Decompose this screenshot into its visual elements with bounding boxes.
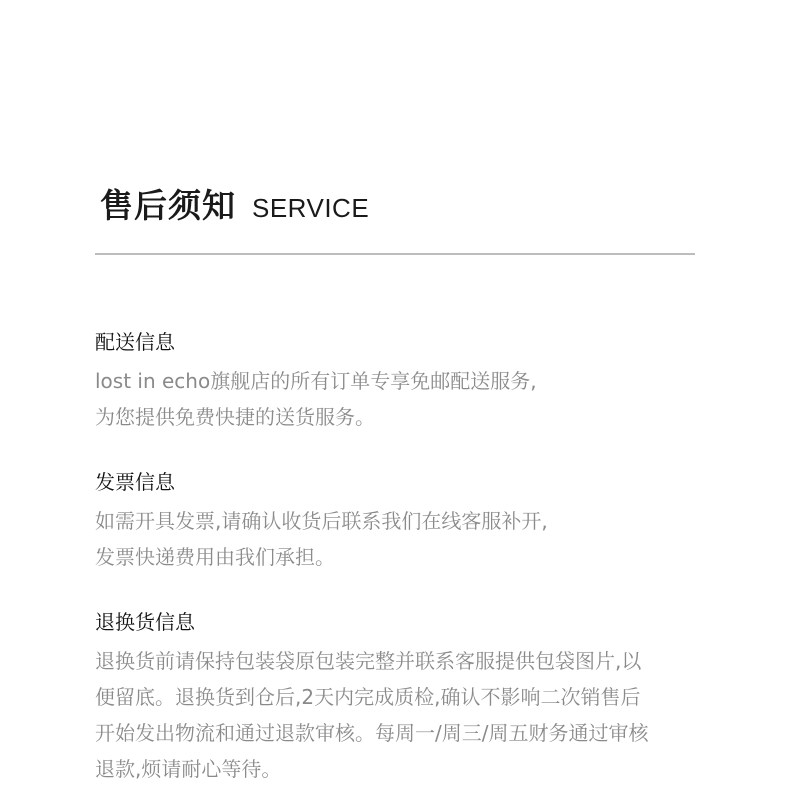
body-line: 退款,烦请耐心等待。 xyxy=(95,757,282,781)
page-subtitle: SERVICE xyxy=(252,193,370,223)
body-line: 退换货前请保持包装袋原包装完整并联系客服提供包袋图片,以 xyxy=(95,649,642,673)
service-notice-page xyxy=(95,0,715,781)
body-line: 如需开具发票,请确认收货后联系我们在线客服补开, xyxy=(95,509,548,533)
body-line: 为您提供免费快捷的送货服务。 xyxy=(95,405,375,429)
body-line: 便留底。退换货到仓后,2天内完成质检,确认不影响二次销售后 xyxy=(95,685,641,709)
body-line: lost in echo旗舰店的所有订单专享免邮配送服务, xyxy=(95,369,537,393)
body-line: 发票快递费用由我们承担。 xyxy=(95,545,335,569)
section-delivery xyxy=(95,327,715,435)
header-divider xyxy=(95,253,695,255)
body-line: 开始发出物流和通过退款审核。每周一/周三/周五财务通过审核 xyxy=(95,721,649,745)
page-header xyxy=(100,180,369,227)
section-heading: 配送信息 xyxy=(95,330,175,354)
page-title: 售后须知 xyxy=(100,186,236,225)
section-body xyxy=(95,363,715,435)
section-heading: 退换货信息 xyxy=(95,610,195,634)
section-invoice xyxy=(95,467,715,575)
section-body xyxy=(95,503,715,575)
section-body xyxy=(95,643,715,787)
section-heading: 发票信息 xyxy=(95,470,175,494)
section-returns xyxy=(95,607,715,787)
